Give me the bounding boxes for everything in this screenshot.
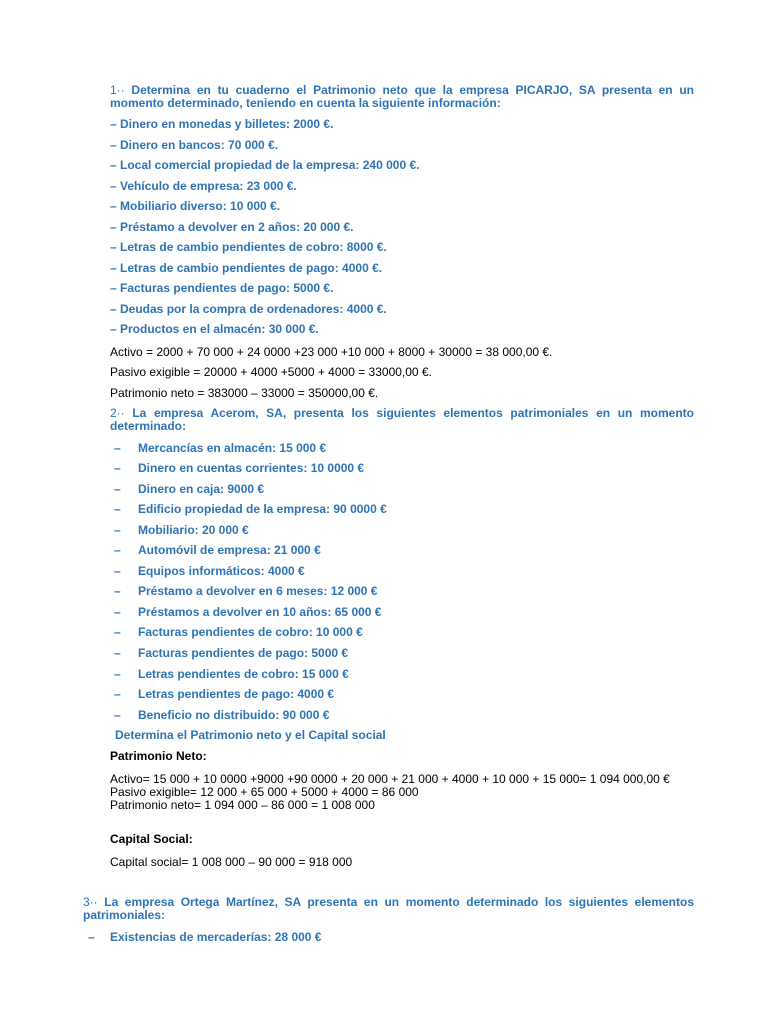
ex1-item: – Facturas pendientes de pago: 5000 €. xyxy=(110,281,334,295)
ex2-dash: – xyxy=(114,461,121,475)
exercise-1-intro-text: Determina en tu cuaderno el Patrimonio neto que la empresa PICARJO, SA presenta en un momento determinado, teniendo en cuenta la siguiente información: xyxy=(110,83,695,110)
ex1-item: – Letras de cambio pendientes de pago: 4000 €. xyxy=(110,261,383,275)
ex2-item: Dinero en cuentas corrientes: 10 0000 € xyxy=(138,461,365,475)
ex2-patrimonio-heading: Patrimonio Neto: xyxy=(110,749,207,763)
ex2-pasivo: Pasivo exigible= 12 000 + 65 000 + 5000 + 4000 = 86 000 xyxy=(110,785,419,799)
ex2-dash: – xyxy=(114,523,121,537)
ex2-dash: – xyxy=(114,502,121,516)
ex2-dash: – xyxy=(114,441,121,455)
ex2-dash: – xyxy=(114,543,121,557)
ex1-patrimonio: Patrimonio neto = 383000 – 33000 = 350000,00 €. xyxy=(110,386,379,400)
ex2-item: Mobiliario: 20 000 € xyxy=(138,523,249,537)
ex2-item: Letras pendientes de cobro: 15 000 € xyxy=(138,667,349,681)
ex2-item: Equipos informáticos: 4000 € xyxy=(138,564,305,578)
ex2-activo: Activo= 15 000 + 10 0000 +9000 +90 0000 + 20 000 + 21 000 + 4000 + 10 000 + 15 000= 1 094 000,00 € xyxy=(110,772,670,786)
ex1-pasivo: Pasivo exigible = 20000 + 4000 +5000 + 4000 = 33000,00 €. xyxy=(110,365,432,379)
ex2-dash: – xyxy=(114,708,121,722)
ex2-item: Beneficio no distribuido: 90 000 € xyxy=(138,708,330,722)
ex1-item: – Dinero en bancos: 70 000 €. xyxy=(110,138,279,152)
ex1-item: – Local comercial propiedad de la empresa: 240 000 €. xyxy=(110,158,420,172)
exercise-3-intro-text: La empresa Ortega Martínez, SA presenta en un momento determinado los siguientes elementos patrimoniales: xyxy=(83,895,695,922)
exercise-2-intro xyxy=(110,407,694,433)
ex1-item: – Productos en el almacén: 30 000 €. xyxy=(110,322,319,336)
exercise-3-intro xyxy=(83,896,694,922)
ex2-capital: Capital social= 1 008 000 – 90 000 = 918 000 xyxy=(110,855,353,869)
ex2-dash: – xyxy=(114,482,121,496)
ex2-dash: – xyxy=(114,605,121,619)
exercise-3-number: 3·· xyxy=(83,895,105,909)
ex2-item: Préstamo a devolver en 6 meses: 12 000 € xyxy=(138,584,378,598)
ex2-item: Automóvil de empresa: 21 000 € xyxy=(138,543,321,557)
ex2-item: Edificio propiedad de la empresa: 90 0000 € xyxy=(138,502,387,516)
exercise-1-intro xyxy=(110,84,694,110)
exercise-2-number: 2·· xyxy=(110,406,133,420)
ex1-activo: Activo = 2000 + 70 000 + 24 0000 +23 000 +10 000 + 8000 + 30000 = 38 000,00 €. xyxy=(110,345,553,359)
ex1-item: – Deudas por la compra de ordenadores: 4000 €. xyxy=(110,302,387,316)
ex2-item: Facturas pendientes de pago: 5000 € xyxy=(138,646,349,660)
ex2-question: Determina el Patrimonio neto y el Capital social xyxy=(115,728,386,742)
exercise-2-intro-text: La empresa Acerom, SA, presenta los siguientes elementos patrimoniales en un momento determinado: xyxy=(110,406,695,433)
ex3-dash: – xyxy=(88,930,95,944)
ex1-item: – Mobiliario diverso: 10 000 €. xyxy=(110,199,281,213)
ex2-patrimonio: Patrimonio neto= 1 094 000 – 86 000 = 1 008 000 xyxy=(110,798,375,812)
ex2-dash: – xyxy=(114,564,121,578)
ex3-item: Existencias de mercaderías: 28 000 € xyxy=(110,930,322,944)
ex2-dash: – xyxy=(114,625,121,639)
ex1-item: – Préstamo a devolver en 2 años: 20 000 €. xyxy=(110,220,354,234)
ex2-item: Mercancías en almacén: 15 000 € xyxy=(138,441,327,455)
ex1-item: – Vehículo de empresa: 23 000 €. xyxy=(110,179,297,193)
ex2-dash: – xyxy=(114,584,121,598)
ex1-item: – Dinero en monedas y billetes: 2000 €. xyxy=(110,117,334,131)
ex1-item: – Letras de cambio pendientes de cobro: 8000 €. xyxy=(110,240,387,254)
ex2-dash: – xyxy=(114,667,121,681)
ex2-dash: – xyxy=(114,687,121,701)
ex2-item: Letras pendientes de pago: 4000 € xyxy=(138,687,335,701)
ex2-item: Facturas pendientes de cobro: 10 000 € xyxy=(138,625,363,639)
ex2-item: Dinero en caja: 9000 € xyxy=(138,482,265,496)
ex2-capital-heading: Capital Social: xyxy=(110,832,193,846)
ex2-item: Préstamos a devolver en 10 años: 65 000 € xyxy=(138,605,382,619)
exercise-1-number: 1·· xyxy=(110,83,132,97)
ex2-dash: – xyxy=(114,646,121,660)
